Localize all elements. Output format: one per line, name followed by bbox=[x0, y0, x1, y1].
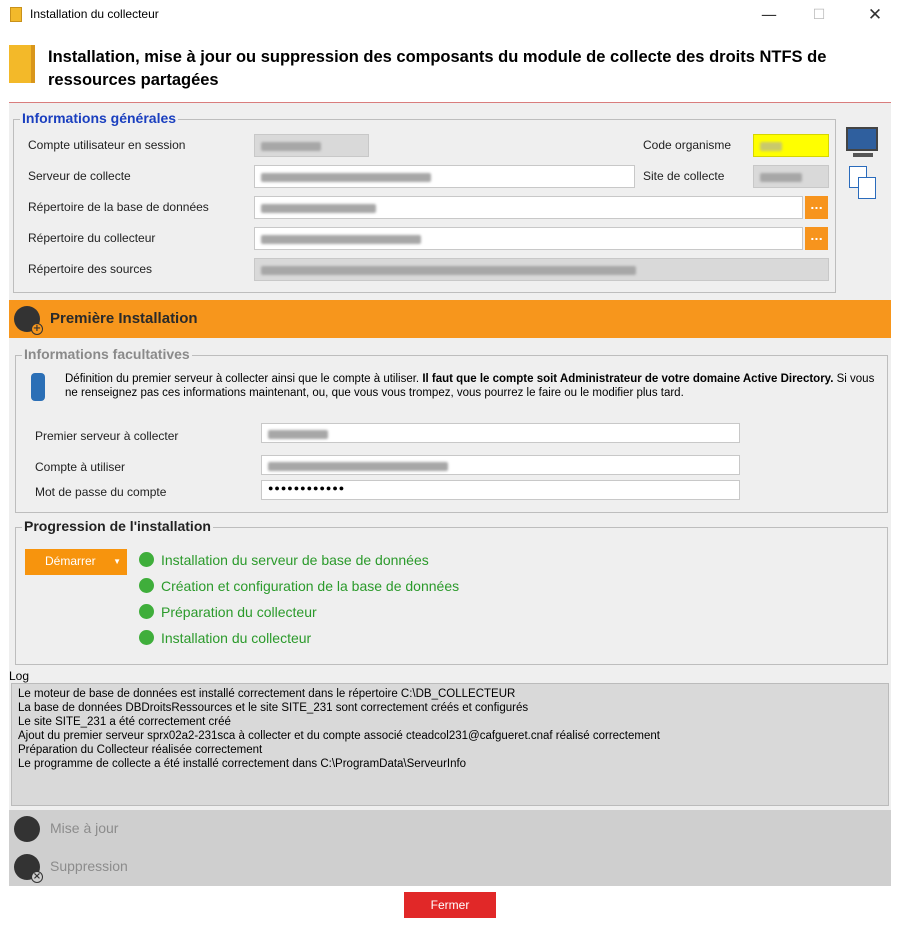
removal-header[interactable] bbox=[9, 848, 891, 886]
log-line: Le moteur de base de données est installé correctement dans le répertoire C:\DB_COLLECTEUR bbox=[18, 688, 516, 700]
status-dot-icon bbox=[139, 578, 154, 593]
status-dot-icon bbox=[139, 552, 154, 567]
first-server-label: Premier serveur à collecter bbox=[35, 429, 179, 443]
status-dot-icon bbox=[139, 604, 154, 619]
site-label: Site de collecte bbox=[643, 169, 725, 183]
general-info-legend: Informations générales bbox=[22, 110, 177, 126]
log-line: Préparation du Collecteur réalisée correctement bbox=[18, 744, 263, 756]
close-button[interactable]: Fermer bbox=[404, 892, 496, 918]
account-to-use-field[interactable] bbox=[261, 455, 740, 475]
password-label: Mot de passe du compte bbox=[35, 485, 167, 499]
password-field[interactable]: ●●●●●●●●●●●● bbox=[261, 480, 740, 500]
collector-dir-browse-button[interactable]: ... bbox=[805, 227, 828, 250]
db-dir-browse-button[interactable]: ... bbox=[805, 196, 828, 219]
progress-legend: Progression de l'installation bbox=[24, 518, 211, 534]
maximize-button[interactable]: ☐ bbox=[812, 7, 826, 23]
log-line: Le programme de collecte a été installé correctement dans C:\ProgramData\ServeurInfo bbox=[18, 758, 467, 770]
account-label: Compte utilisateur en session bbox=[28, 138, 186, 152]
log-line: La base de données DBDroitsRessources et le site SITE_231 sont correctement créés et configurés bbox=[18, 702, 529, 714]
start-button[interactable]: Démarrer ▼ bbox=[25, 549, 127, 575]
title-bar bbox=[0, 0, 900, 30]
folder-icon bbox=[9, 45, 35, 83]
install-disc-icon: + bbox=[14, 306, 40, 332]
log-title: Log bbox=[9, 669, 30, 683]
chevron-down-icon[interactable]: ▼ bbox=[113, 557, 121, 566]
collect-server-field[interactable] bbox=[254, 165, 635, 188]
first-install-header[interactable] bbox=[9, 300, 891, 338]
first-server-field[interactable] bbox=[261, 423, 740, 443]
step-item: Préparation du collecteur bbox=[139, 604, 317, 624]
computer-stand-icon bbox=[853, 153, 873, 157]
header bbox=[0, 30, 900, 100]
db-dir-label: Répertoire de la base de données bbox=[28, 200, 209, 214]
update-title: Mise à jour bbox=[50, 820, 119, 836]
database-icon bbox=[31, 373, 45, 401]
session-account-field bbox=[254, 134, 369, 157]
collect-site-field bbox=[753, 165, 829, 188]
sources-dir-label: Répertoire des sources bbox=[28, 262, 153, 276]
window-close-button[interactable]: ✕ bbox=[867, 5, 883, 25]
minimize-button[interactable]: — bbox=[761, 5, 777, 24]
first-install-title: Première Installation bbox=[50, 310, 198, 327]
org-code-label: Code organisme bbox=[643, 138, 732, 152]
step-item: Installation du serveur de base de données bbox=[139, 552, 429, 572]
log-line: Le site SITE_231 a été correctement créé bbox=[18, 716, 231, 728]
computer-icon[interactable] bbox=[846, 127, 878, 151]
copy-documents-icon[interactable] bbox=[849, 166, 877, 200]
optional-info-legend: Informations facultatives bbox=[24, 346, 190, 362]
main-panel bbox=[9, 102, 891, 885]
step-item: Installation du collecteur bbox=[139, 630, 311, 650]
log-box[interactable] bbox=[11, 683, 889, 806]
db-dir-field[interactable] bbox=[254, 196, 803, 219]
update-disc-icon bbox=[14, 816, 40, 842]
log-line: Ajout du premier serveur sprx02a2-231sca à collecter et du compte associé cteadcol231@cafgueret.cnaf réalisé correctement bbox=[18, 730, 660, 742]
status-dot-icon bbox=[139, 630, 154, 645]
step-item: Création et configuration de la base de données bbox=[139, 578, 459, 598]
sources-dir-field bbox=[254, 258, 829, 281]
server-label: Serveur de collecte bbox=[28, 169, 131, 183]
collector-dir-field[interactable] bbox=[254, 227, 803, 250]
window-title: Installation du collecteur bbox=[30, 7, 159, 21]
account-to-use-label: Compte à utiliser bbox=[35, 460, 126, 474]
org-code-field[interactable] bbox=[753, 134, 829, 157]
removal-disc-icon: × bbox=[14, 854, 40, 880]
removal-title: Suppression bbox=[50, 858, 128, 874]
optional-info-description: Définition du premier serveur à collecter ainsi que le compte à utiliser. Il faut que le compte soit Administrateur de votre domaine Active Directory. Si vous ne renseignez pas ces informations maintenant, ou, que vous vous trompez, vous pourrez le faire ou le modifier plus tard. bbox=[65, 373, 875, 399]
app-folder-icon bbox=[10, 7, 22, 22]
collector-dir-label: Répertoire du collecteur bbox=[28, 231, 156, 245]
page-title: Installation, mise à jour ou suppression des composants du module de collecte des droits NTFS de ressources partagées bbox=[48, 48, 827, 89]
update-header[interactable] bbox=[9, 810, 891, 848]
